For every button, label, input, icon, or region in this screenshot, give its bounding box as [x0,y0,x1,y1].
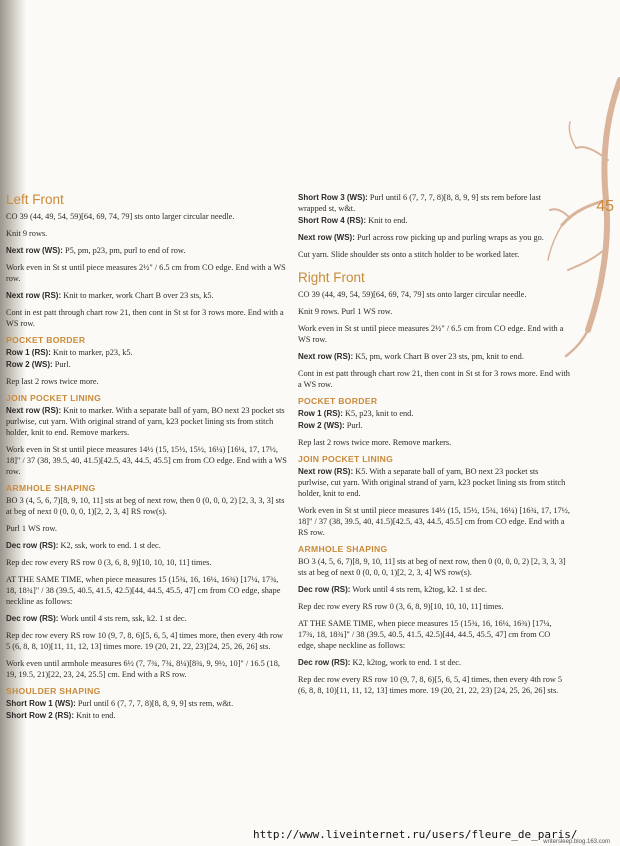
instruction-text: Knit to marker, work Chart B over 23 sts, k5. [61,291,214,300]
instruction-text: Work even in St st until piece measures 2½" / 6.5 cm from CO edge. End with a WS row. [6,263,286,283]
right-front-title: Right Front [298,270,365,285]
instruction-paragraph [298,306,570,317]
instruction-paragraph [6,307,288,329]
right-column [298,192,570,702]
subsection-heading: POCKET BORDER [298,396,378,406]
instruction-text: Rep dec row every RS row 0 (3, 6, 8, 9)[10, 10, 10, 11] times. [6,558,212,567]
instruction-text: Work until 4 sts rem, k2tog, k2. 1 st dec. [350,585,487,594]
instruction-text: K2, k2tog, work to end. 1 st dec. [350,658,462,667]
left-front-title: Left Front [6,192,64,207]
instruction-paragraph [298,192,570,214]
instruction-paragraph [298,556,570,578]
row-label: Short Row 2 (RS): [6,711,74,720]
instruction-paragraph [298,289,570,300]
row-label: Dec row (RS): [6,541,59,550]
instruction-paragraph [298,232,570,243]
instruction-paragraph [6,211,288,222]
instruction-text: Work until 4 sts rem, ssk, k2. 1 st dec. [58,614,187,623]
instruction-paragraph [6,557,288,568]
instruction-text: Knit to end. [366,216,408,225]
instruction-text: Purl 1 WS row. [6,524,57,533]
instruction-paragraph [298,618,570,651]
left-front-shoulder-continued [298,192,570,260]
subsection-heading: ARMHOLE SHAPING [298,544,388,554]
instruction-text: Purl. [344,421,363,430]
instruction-text: BO 3 (4, 5, 6, 7)[8, 9, 10, 11] sts at beg of next row, then 0 (0, 0, 0, 2) [2, 3, 3, 3] sts at beg of next 0 (0, 0, 0, 1)[2, 2, 3, 4] WS row(s). [298,557,566,577]
instruction-text: K5, pm, work Chart B over 23 sts, pm, knit to end. [353,352,524,361]
instruction-text: AT THE SAME TIME, when piece measures 15 (15¾, 16, 16¼, 16¾) [17¼, 17¾, 18, 18¾]" / 38 (39.5, 40.5, 41.5, 42.5)[44, 44.5, 45.5, 47] cm from CO edge, shape neckline as follows: [298,619,552,650]
instruction-text: K5. With a separate ball of yarn, BO next 23 pocket sts purlwise, cut yarn. With original strand of yarn, k23 pocket lining sts from stitch holder, knit to end. [298,467,566,498]
instruction-paragraph [298,466,570,499]
instruction-text: Rep dec row every RS row 10 (9, 7, 8, 6)[5, 6, 5, 4] times, then every 4th row 5 (6, 8, 8, 10)[11, 11, 12, 13] times more. 19 (20, 21, 22, 23) [24, 25, 26, 26] sts. [298,675,563,695]
instruction-paragraph [6,710,288,721]
instruction-paragraph [6,698,288,709]
instruction-paragraph [298,420,570,431]
instruction-text: P5, pm, p23, pm, purl to end of row. [62,246,186,255]
row-label: Row 1 (RS): [298,409,343,418]
right-front-instructions [298,289,570,696]
instruction-text: BO 3 (4, 5, 6, 7)[8, 9, 10, 11] sts at beg of next row, then 0 (0, 0, 0, 2) [2, 3, 3, 3] sts at beg of next 0 (0, 0, 0, 1)[2, 2, 3, 4] RS row(s). [6,496,285,516]
instruction-paragraph [6,405,288,438]
instruction-text: Work even in St st until piece measures 14½ (15, 15½, 15½, 16¼) [16¼, 17, 17½, 18]" / 37 (38, 39.5, 40, 41.5)[42.5, 43, 44.5, 45.5] cm from CO edge. End with a WS row. [6,445,287,476]
instruction-paragraph [298,584,570,595]
instruction-paragraph [6,359,288,370]
instruction-text: Work even until armhole measures 6½ (7, 7¾, 7¾, 8¼)[8¾, 9, 9½, 10]" / 16.5 (18, 19, 19.5, 21)[22, 23, 24, 25.5] cm. End with a RS row. [6,659,280,679]
row-label: Next row (RS): [6,406,62,415]
instruction-paragraph [6,245,288,256]
row-label: Row 2 (WS): [298,421,345,430]
instruction-paragraph [6,347,288,358]
instruction-text: Purl across row picking up and purling wraps as you go. [354,233,544,242]
row-label: Dec row (RS): [6,614,59,623]
instruction-text: Knit to marker, p23, k5. [50,348,133,357]
subsection-heading: SHOULDER SHAPING [6,686,101,696]
instruction-text: Cut yarn. Slide shoulder sts onto a stitch holder to be worked later. [298,250,520,259]
instruction-paragraph [6,262,288,284]
instruction-paragraph [298,351,570,362]
instruction-paragraph [298,601,570,612]
instruction-text: Purl. [52,360,71,369]
subsection-heading: JOIN POCKET LINING [298,454,394,464]
instruction-text: Rep last 2 rows twice more. [6,377,99,386]
instruction-paragraph [6,540,288,551]
row-label: Next row (RS): [298,467,354,476]
subsection-heading: POCKET BORDER [6,335,86,345]
instruction-paragraph [6,290,288,301]
row-label: Short Row 1 (WS): [6,699,76,708]
instruction-text: Rep dec row every RS row 10 (9, 7, 8, 6)[5, 6, 5, 4] times more, then every 4th row 5 (6, 8, 8, 10)[11, 11, 12, 13] times more. 19 (20, 21, 22, 23)[24, 25, 26, 26] sts. [6,631,283,651]
page-number: 45 [596,198,614,215]
row-label: Next row (WS): [298,233,355,242]
subsection-heading: ARMHOLE SHAPING [6,483,96,493]
left-column [0,192,288,722]
watermark-text: writersleep.blog.163.com [543,839,610,845]
instruction-paragraph [6,613,288,624]
instruction-text: Rep dec row every RS row 0 (3, 6, 8, 9)[10, 10, 10, 11] times. [298,602,504,611]
instruction-text: K5, p23, knit to end. [342,409,414,418]
subsection-heading: JOIN POCKET LINING [6,393,102,403]
row-label: Short Row 4 (RS): [298,216,366,225]
instruction-paragraph [298,215,570,226]
instruction-paragraph [298,674,570,696]
left-front-instructions [6,211,288,721]
instruction-paragraph [6,574,288,607]
instruction-paragraph [298,505,570,538]
row-label: Dec row (RS): [298,585,351,594]
instruction-paragraph [6,228,288,239]
instruction-paragraph [298,408,570,419]
instruction-paragraph [6,444,288,477]
instruction-text: Purl until 6 (7, 7, 7, 8)[8, 8, 9, 9] sts rem, w&t. [75,699,234,708]
instruction-text: Knit to marker. With a separate ball of yarn, BO next 23 pocket sts purlwise, cut yarn. With original strand of yarn, k23 pocket lining sts from stitch holder, knit to end. Remove markers. [6,406,285,437]
row-label: Dec row (RS): [298,658,351,667]
instruction-text: Cont in est patt through chart row 21, then cont in St st for 3 rows more. End with a WS row. [298,369,570,389]
instruction-text: Work even in St st until piece measures 14½ (15, 15½, 15¾, 16¼) [16¾, 17, 17½, 18]" / 37 (38, 39.5, 40, 41.5)[42.5, 43, 44.5, 45.5] cm from CO edge. End with a RS row. [298,506,570,537]
source-url: http://www.liveinternet.ru/users/fleure_de_paris/ [253,828,578,841]
instruction-text: CO 39 (44, 49, 54, 59)[64, 69, 74, 79] sts onto larger circular needle. [6,212,235,221]
instruction-text: Rep last 2 rows twice more. Remove markers. [298,438,452,447]
instruction-text: CO 39 (44, 49, 54, 59)[64, 69, 74, 79] sts onto larger circular needle. [298,290,527,299]
instruction-paragraph [6,523,288,534]
instruction-text: AT THE SAME TIME, when piece measures 15 (15¾, 16, 16¼, 16¾) [17¼, 17¾, 18, 18¾]" / 38 (39.5, 40.5, 41.5, 42.5)[44, 44.5, 45.5, 47] cm from CO edge, shape neckline as follows: [6,575,281,606]
row-label: Next row (RS): [6,291,62,300]
instruction-paragraph [298,323,570,345]
instruction-paragraph [6,495,288,517]
instruction-text: Knit to end. [74,711,116,720]
instruction-text: Cont in est patt through chart row 21, then cont in St st for 3 rows more. End with a WS row. [6,308,284,328]
instruction-paragraph [6,376,288,387]
instruction-text: Work even in St st until piece measures 2½" / 6.5 cm from CO edge. End with a WS row. [298,324,564,344]
instruction-text: Knit 9 rows. [6,229,48,238]
instruction-text: Purl until 6 (7, 7, 7, 8)[8, 8, 9, 9] sts rem before last wrapped st, w&t. [298,193,542,213]
instruction-text: Knit 9 rows. Purl 1 WS row. [298,307,393,316]
instruction-paragraph [298,368,570,390]
instruction-paragraph [6,658,288,680]
row-label: Next row (RS): [298,352,354,361]
instruction-paragraph [298,249,570,260]
instruction-paragraph [6,630,288,652]
row-label: Short Row 3 (WS): [298,193,368,202]
row-label: Next row (WS): [6,246,63,255]
row-label: Row 1 (RS): [6,348,51,357]
instruction-paragraph [298,657,570,668]
instruction-text: K2, ssk, work to end. 1 st dec. [58,541,161,550]
row-label: Row 2 (WS): [6,360,53,369]
instruction-paragraph [298,437,570,448]
